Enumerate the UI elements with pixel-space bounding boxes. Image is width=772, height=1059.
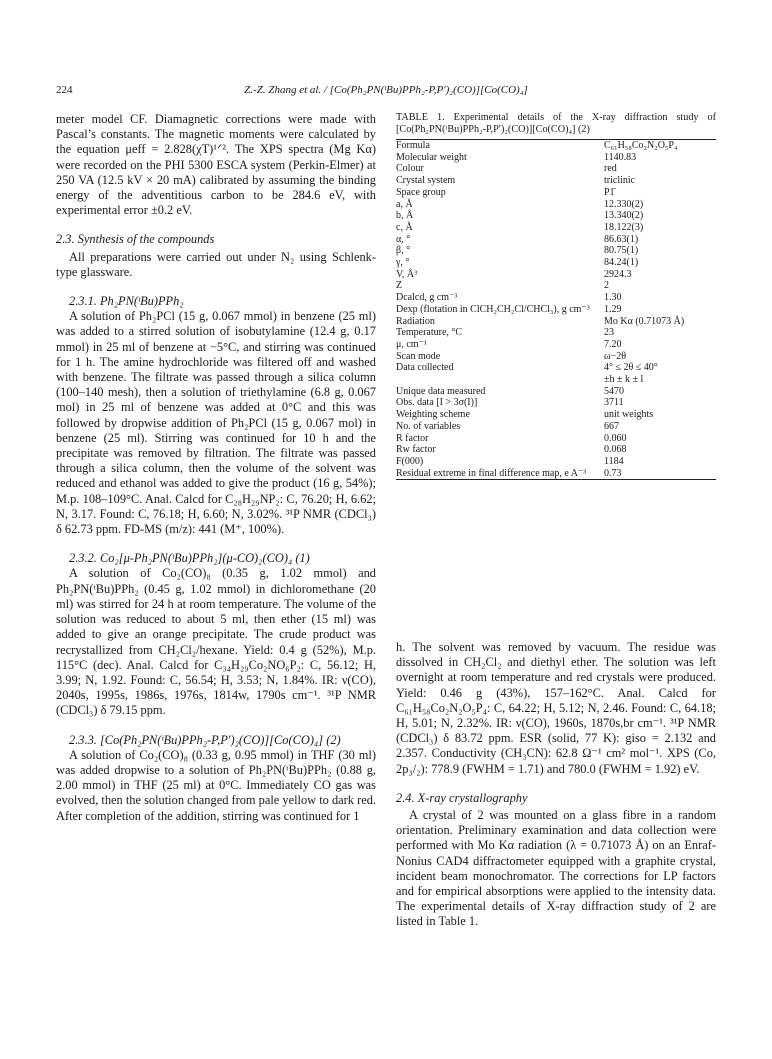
table-row [396,234,716,246]
table-row [396,456,716,468]
table-row-value: ω−2θ [604,350,627,362]
table-row-label: β, ° [396,245,411,257]
table-body [396,140,716,479]
section-heading: 2.3. Synthesis of the compounds [56,232,215,247]
table-row [396,468,716,480]
table-row-value: 0.068 [604,444,627,456]
table-row-value: P1̄ [604,186,615,198]
table-row-label: Formula [396,140,430,151]
table-row-label: F(000) [396,455,424,467]
table-row-value: 1140.83 [604,151,637,163]
table-row-label: Colour [396,163,424,175]
table-row-value: ±h ± k ± l [604,374,644,386]
table-row [396,163,716,175]
paragraph: A solution of Co₂(CO)₈ (0.33 g, 0.95 mmol) in THF (30 ml) was added dropwise to a solution of Ph₂PN(ᵗBu)PPh₂ (0.88 g, 2.00 mmol) in THF (25 ml) at 0°C. Immediately CO gas was evolved, then the solution changed from pale yellow to dark red. After completion of the addition, stirring was continued for 1 [56,747,376,823]
section-heading: 2.3.2. Co₂[μ-Ph₂PN(ᵗBu)PPh₂](μ-CO)₂(CO)₄ (1) [69,551,310,566]
table-row-value: 1.30 [604,292,622,304]
table-row [396,245,716,257]
table-row-value: 5470 [604,385,624,397]
table-row [396,280,716,292]
table-row-value: 0.060 [604,432,627,444]
table-row-label: Residual extreme in final difference map, e A⁻³ [396,467,587,479]
table-row-value: 86.63(1) [604,233,639,245]
table-row-label: a, Å [396,198,413,210]
table-row-value: 7.20 [604,338,622,350]
table-row-value: 18.122(3) [604,221,644,233]
page-number: 224 [56,84,73,96]
table-row [396,269,716,281]
table-row-label: Dcalcd, g cm⁻³ [396,292,458,304]
table-row-value: unit weights [604,409,654,421]
table-row-label: μ, cm⁻¹ [396,338,427,350]
table-row-value: 1184 [604,455,624,467]
table-1 [396,112,716,480]
right-column [396,640,716,930]
table-row [396,444,716,456]
table-row [396,362,716,374]
table-row-label: Scan mode [396,350,441,362]
paragraph: A solution of Co₂(CO)₈ (0.35 g, 1.02 mmol) and Ph₂PN(ᵗBu)PPh₂ (0.45 g, 1.02 mmol) in dichloromethane (20 ml) was stirred for 24 h at room temperature. The volume of the solution was reduced to about 5 ml, then ether (15 ml) was added to give an orange precipitate. The crude product was recrystallized from CH₂Cl₂/hexane. Yield: 0.4 g (52%), M.p. 115°C (dec). Anal. Calcd for C₃₄H₂₉Co₂NO₆P₂: C, 56.12; H, 3.99; N, 1.92. Found: C, 56.54; H, 3.53; N, 1.84%. IR: ν(CO), 2040s, 1995s, 1986s, 1976s, 1814w, 1790s cm⁻¹. ³¹P NMR (CDCl₃) δ 79.15 ppm. [56,566,376,718]
table-row-value: 12.330(2) [604,198,644,210]
table-row-label: Molecular weight [396,151,467,163]
table-row [396,327,716,339]
running-title: Z.-Z. Zhang et al. / [Co(Ph₂PN(ᵗBu)PPh₂-P,P′)₂(CO)][Co(CO)₄] [244,84,528,96]
table-row [396,187,716,199]
table-row [396,222,716,234]
left-column [56,112,376,824]
table-row [396,421,716,433]
table-bottom-rule [396,479,716,480]
table-row-label: Dexp (flotation in ClCH₂CH₂Cl/CHCl₃), g cm⁻³ [396,303,590,315]
table-row-label: Space group [396,186,446,198]
paragraph: A solution of Ph₂PCl (15 g, 0.067 mmol) in benzene (25 ml) was added to a stirred solution of isobutylamine (12.4 g, 0.17 mmol) in 25 ml of benzene at −5°C, and stirring was continued for 1 h. The amine hydrochloride was filtered off and washed with benzene. The filtrate was passed through a silica column (100–140 mesh), then a solution of triethylamine (6.8 g, 0.067 mol) in 25 ml of benzene was added at 0°C and this was followed by dropwise addition of Ph₂PCl (15 g, 0.067 mol) in benzene (25 ml). Stirring was continued for 10 h and the precipitate was removed by filtration. The filtrate was passed through a silica column, then the volume of the solvent was reduced and ethanol was added to give the product (16 g, 54%); M.p. 108–109°C. Anal. Calcd for C₂₈H₂₉NP₂: C, 76.20; H, 6.62; N, 3.17. Found: C, 76.18; H, 6.60; N, 3.02%. ³¹P NMR (CDCl₃) δ 62.73 ppm. FD-MS (m/z): 441 (M⁺, 100%). [56,309,376,537]
section-heading: 2.3.1. Ph₂PN(ᵗBu)PPh₂ [69,294,184,309]
table-row [396,386,716,398]
table-row-value: 667 [604,420,619,432]
table-row-label: Radiation [396,315,435,327]
table-row-value: 84.24(1) [604,257,639,269]
table-row-value: 13.340(2) [604,210,644,222]
table-row-label: b, Å [396,210,414,222]
table-row [396,397,716,409]
table-row-value: Mo Kα (0.71073 Å) [604,315,685,327]
table-row [396,199,716,211]
table-row [396,210,716,222]
table-row-value: 2 [604,280,609,292]
section-heading: 2.3.3. [Co(Ph₂PN(ᵗBu)PPh₂-P,P′)₂(CO)][Co(CO)₄] (2) [69,732,341,747]
table-row-label: Obs. data [I > 3σ(I)] [396,397,478,409]
table-row-value: 3711 [604,397,624,409]
section-heading: 2.4. X-ray crystallography [396,790,528,805]
page-header [56,84,716,100]
table-row-value: 4° ≤ 2θ ≤ 40° [604,362,658,374]
table-row-label: No. of variables [396,420,461,432]
paragraph: A crystal of 2 was mounted on a glass fibre in a random orientation. Preliminary examination and data collection were performed with Mo Kα radiation (λ = 0.71073 Å) on an Enraf-Nonius CAD4 diffractometer equipped with a graphite crystal, incident beam monochromator. The corrections for LP factors and for empirical absorptions were applied to the intensity data. The experimental details of X-ray diffraction study of 2 are listed in Table 1. [396,808,716,929]
table-row-label: Weighting scheme [396,409,470,421]
table-row [396,339,716,351]
table-row [396,374,716,386]
table-row-label: R factor [396,432,429,444]
table-row [396,140,716,152]
table-row [396,292,716,304]
table-row-label: Unique data measured [396,385,486,397]
table-row-label: Data collected [396,362,454,374]
table-row-value: 2924.3 [604,268,632,280]
table-row-label: c, Å [396,221,413,233]
table-row-value: red [604,163,617,175]
table-row-label [396,374,604,386]
paragraph: All preparations were carried out under N₂ using Schlenk-type glassware. [56,249,376,279]
table-caption: TABLE 1. Experimental details of the X-ray diffraction study of [Co(Ph₂PN(ᵗBu)PPh₂-P,P′)₂(CO)][Co(CO)₄] (2) [396,112,716,135]
table-row-label: γ, ° [396,257,410,269]
table-row [396,351,716,363]
table-row [396,316,716,328]
table-row-value: 0.73 [604,467,622,479]
table-row-label: Temperature, °C [396,327,463,339]
paragraph: h. The solvent was removed by vacuum. The residue was dissolved in CH₂Cl₂ and diethyl ether. The solution was left overnight at room temperature and red crystals were produced. Yield: 0.46 g (43%), 157–162°C. Anal. Calcd for C₆₁H₅₈Co₂N₂O₅P₄: C, 64.22; H, 5.12; N, 2.46. Found: C, 64.18; H, 5.01; N, 2.32%. IR: ν(CO), 1960s, 1870s,br cm⁻¹. ³¹P NMR (CDCl₃) δ 83.72 ppm. ESR (solid, 77 K): giso = 2.132 and 2.357. Conductivity (CH₃CN): 62.8 Ω⁻¹ cm² mol⁻¹. XPS (Co, 2p₃/₂): 778.9 (FWHM = 1.71) and 780.0 (FWHM = 1.92) eV. [396,640,716,776]
table-row [396,409,716,421]
table-row [396,257,716,269]
paragraph: meter model CF. Diamagnetic corrections were made with Pascal’s constants. The magnetic moments were calculated by the equation μeff = 2.828(χT)¹ᐟ². The XPS spectra (Mg Kα) were recorded on the PHI 5300 ESCA system (Perkin-Elmer) at 250 VA (12.5 kV × 20 mA) calibrated by assuming the binding energy of the adventitious carbon to be 284.6 eV, with experimental error ±0.2 eV. [56,112,376,218]
table-row [396,304,716,316]
table-row-label: Crystal system [396,175,456,187]
table-row-label: Rw factor [396,444,436,456]
table-row-value: 1.29 [604,303,622,315]
table-row [396,175,716,187]
table-row [396,433,716,445]
table-row-label: α, ° [396,233,411,245]
table-row-label: Z [396,280,403,292]
table-row-value: 23 [604,327,614,339]
table-row-value: triclinic [604,175,636,187]
table-row-value: C₆₁H₅₈Co₂N₂O₅P₄ [604,140,678,151]
table-row [396,152,716,164]
table-row-value: 80.75(1) [604,245,639,257]
table-row-label: V, Å³ [396,268,418,280]
